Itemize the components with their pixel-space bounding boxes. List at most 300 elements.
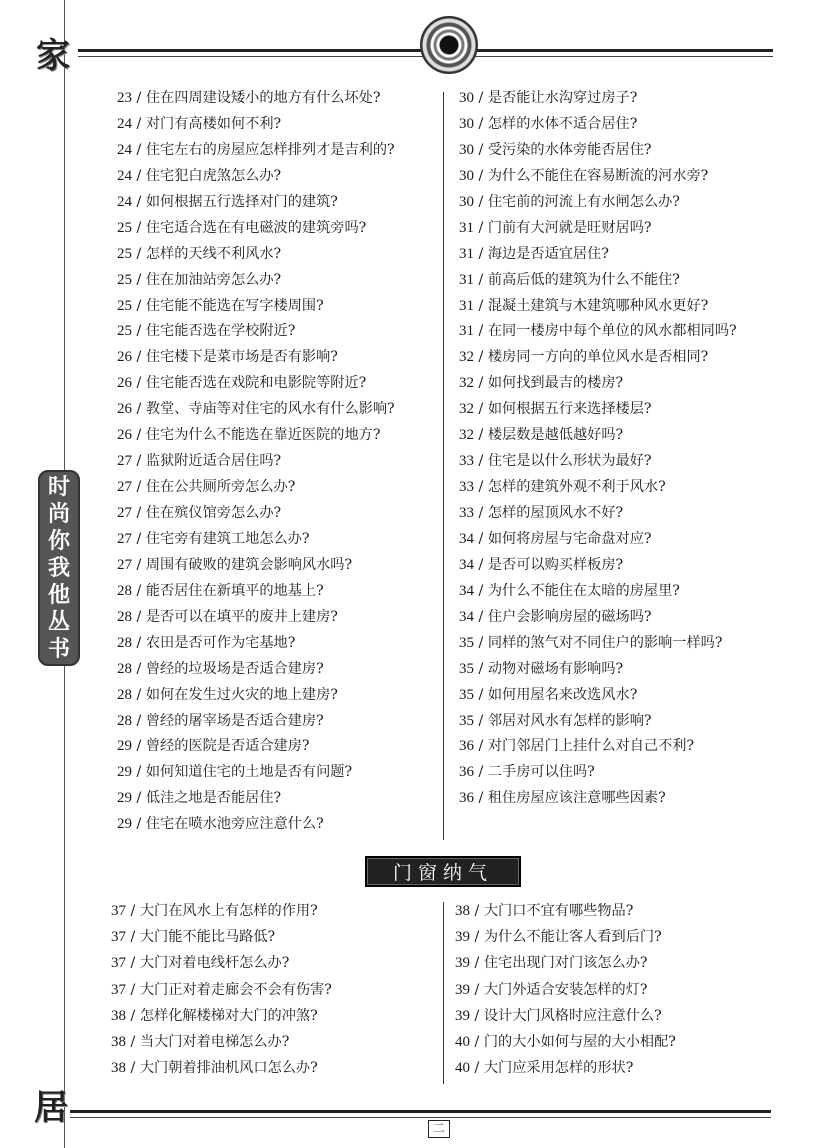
toc-separator: / — [132, 686, 146, 703]
toc-entry — [117, 397, 395, 423]
toc-separator: / — [132, 427, 146, 444]
series-char: 尚 — [47, 501, 70, 527]
toc-title: 监狱附近适合居住吗? — [145, 453, 282, 470]
toc-entry — [459, 786, 737, 812]
toc-page-number: 28 — [117, 686, 132, 703]
toc-separator: / — [132, 297, 146, 314]
toc-title: 住宅能否选在戏院和电影院等附近? — [145, 375, 367, 392]
toc-title: 农田是否可作为宅基地? — [145, 634, 296, 651]
toc-entry — [117, 345, 395, 371]
decor-char-bottom: 居 — [34, 1088, 68, 1128]
toc-title: 为什么不能住在容易断流的河水旁? — [487, 167, 709, 184]
toc-page-number: 39 — [455, 929, 470, 946]
toc-entry — [117, 812, 395, 838]
toc-page-number: 37 — [111, 929, 126, 946]
toc-entry — [117, 371, 395, 397]
toc-entry — [117, 294, 395, 320]
toc-entry — [117, 605, 395, 631]
toc-separator: / — [126, 1060, 140, 1077]
toc-separator: / — [132, 608, 146, 625]
toc-separator: / — [470, 1060, 484, 1077]
toc-right-column — [459, 86, 737, 812]
toc-entry — [117, 657, 395, 683]
toc-page-number: 28 — [117, 634, 132, 651]
toc-page-number: 23 — [117, 90, 132, 106]
toc-entry — [117, 449, 395, 475]
toc-separator: / — [474, 297, 488, 314]
toc-entry — [117, 760, 395, 786]
toc-separator: / — [132, 141, 146, 158]
toc-entry — [459, 553, 737, 579]
toc-entry — [459, 319, 737, 345]
toc-title: 怎样化解楼梯对大门的冲煞? — [139, 1007, 318, 1024]
toc-page-number: 25 — [117, 271, 132, 288]
toc-separator: / — [474, 349, 488, 366]
toc-title: 楼房同一方向的单位风水是否相同? — [487, 349, 709, 366]
toc-separator: / — [132, 634, 146, 651]
toc-separator: / — [470, 955, 484, 972]
toc-entry — [459, 709, 737, 735]
toc-page-number: 27 — [117, 453, 132, 470]
toc-page-number: 28 — [117, 582, 132, 599]
toc-separator: / — [474, 556, 488, 573]
toc-page-number: 31 — [459, 219, 474, 236]
toc-title: 门的大小如何与屋的大小相配? — [483, 1033, 676, 1050]
toc-title: 大门口不宜有哪些物品? — [483, 903, 634, 919]
toc-page-number: 31 — [459, 245, 474, 262]
toc-entry — [459, 216, 737, 242]
toc-page-number: 35 — [459, 712, 474, 729]
toc-separator: / — [132, 764, 146, 781]
toc-page-number: 32 — [459, 375, 474, 392]
toc-page-number: 28 — [117, 660, 132, 677]
toc-title: 住宅出现门对门该怎么办? — [483, 955, 648, 972]
toc-separator: / — [474, 401, 488, 418]
toc-entry — [117, 138, 395, 164]
toc-title: 能否居住在新填平的地基上? — [145, 582, 324, 599]
toc-entry — [459, 683, 737, 709]
toc-separator: / — [474, 271, 488, 288]
toc-title: 大门对着电线杆怎么办? — [139, 955, 290, 972]
toc-page-number: 38 — [111, 1033, 126, 1050]
toc-title: 住在殡仪馆旁怎么办? — [145, 505, 282, 521]
toc-separator: / — [132, 556, 146, 573]
toc-page-number: 39 — [455, 955, 470, 972]
toc-entry — [455, 950, 676, 976]
toc-title: 住户会影响房屋的磁场吗? — [487, 608, 652, 625]
toc-page-number: 26 — [117, 375, 132, 392]
toc-title: 住宅为什么不能选在靠近医院的地方? — [145, 427, 381, 444]
toc-entry — [117, 786, 395, 812]
toc-page-number: 35 — [459, 660, 474, 677]
toc-title: 是否能让水沟穿过房子? — [487, 90, 638, 106]
toc-separator: / — [474, 764, 488, 781]
toc-separator: / — [132, 505, 146, 521]
toc-title: 当大门对着电梯怎么办? — [139, 1033, 290, 1050]
toc-separator: / — [126, 929, 140, 946]
toc-title: 住宅适合选在有电磁波的建筑旁吗? — [145, 219, 367, 236]
toc-page-number: 24 — [117, 141, 132, 158]
toc-separator: / — [474, 219, 488, 236]
toc-separator: / — [132, 738, 146, 755]
toc-separator: / — [126, 981, 140, 998]
toc-title: 住宅能否选在学校附近? — [145, 323, 296, 340]
toc-separator: / — [474, 90, 488, 106]
toc-page-number: 26 — [117, 427, 132, 444]
toc-entry — [459, 527, 737, 553]
toc-separator: / — [470, 1007, 484, 1024]
toc-separator: / — [474, 505, 488, 521]
toc-separator: / — [132, 401, 146, 418]
toc-separator: / — [132, 375, 146, 392]
toc-page-number: 24 — [117, 115, 132, 132]
toc-title: 怎样的建筑外观不利于风水? — [487, 479, 666, 496]
toc-separator: / — [132, 323, 146, 340]
toc-entry — [459, 397, 737, 423]
series-char: 书 — [47, 636, 70, 662]
toc-title: 如何根据五行选择对门的建筑? — [145, 193, 338, 210]
toc-entry — [455, 1055, 676, 1081]
toc-title: 对门邻居门上挂什么对自己不利? — [487, 738, 695, 755]
toc-entry — [455, 898, 676, 924]
toc-separator: / — [132, 660, 146, 677]
toc-page-number: 30 — [459, 167, 474, 184]
toc-separator: / — [126, 1033, 140, 1050]
toc-entry — [459, 631, 737, 657]
toc-separator: / — [132, 193, 146, 210]
toc-page-number: 25 — [117, 323, 132, 340]
toc-page-number: 29 — [117, 790, 132, 807]
toc-page-number: 36 — [459, 738, 474, 755]
toc-entry — [117, 501, 395, 527]
toc-title: 大门外适合安装怎样的灯? — [483, 981, 648, 998]
toc-entry — [117, 319, 395, 345]
column-divider — [443, 902, 444, 1084]
toc-page-number: 25 — [117, 297, 132, 314]
toc-page-number: 32 — [459, 401, 474, 418]
toc-separator: / — [126, 1007, 140, 1024]
toc-entry — [117, 242, 395, 268]
toc-page-number: 34 — [459, 582, 474, 599]
toc-entry — [117, 190, 395, 216]
toc-page-number: 39 — [455, 981, 470, 998]
toc-page-number: 39 — [455, 1007, 470, 1024]
toc-page-number: 38 — [111, 1060, 126, 1077]
toc-separator: / — [474, 375, 488, 392]
toc-title: 住宅前的河流上有水闸怎么办? — [487, 193, 680, 210]
toc-left-column — [111, 898, 332, 1081]
toc-entry — [459, 605, 737, 631]
toc-page-number: 30 — [459, 90, 474, 106]
toc-title: 怎样的屋顶风水不好? — [487, 505, 624, 521]
toc-title: 住在加油站旁怎么办? — [145, 271, 282, 288]
toc-title: 对门有高楼如何不利? — [145, 115, 282, 132]
toc-title: 混凝土建筑与木建筑哪种风水更好? — [487, 297, 709, 314]
column-divider — [443, 92, 444, 840]
toc-title: 设计大门风格时应注意什么? — [483, 1007, 662, 1024]
toc-title: 住宅是以什么形状为最好? — [487, 453, 652, 470]
toc-title: 怎样的水体不适合居住? — [487, 115, 638, 132]
toc-title: 曾经的垃圾场是否适合建房? — [145, 660, 324, 677]
toc-page-number: 31 — [459, 297, 474, 314]
toc-title: 受污染的水体旁能否居住? — [487, 141, 652, 158]
toc-separator: / — [474, 167, 488, 184]
toc-title: 如何在发生过火灾的地上建房? — [145, 686, 338, 703]
toc-title: 楼层数是越低越好吗? — [487, 427, 624, 444]
toc-page-number: 29 — [117, 764, 132, 781]
toc-entry — [111, 950, 332, 976]
toc-separator: / — [126, 955, 140, 972]
toc-title: 住宅犯白虎煞怎么办? — [145, 167, 282, 184]
toc-page-number: 37 — [111, 981, 126, 998]
toc-entry — [459, 475, 737, 501]
toc-title: 周围有破败的建筑会影响风水吗? — [145, 556, 353, 573]
toc-separator: / — [474, 479, 488, 496]
toc-separator: / — [474, 245, 488, 262]
toc-entry — [117, 268, 395, 294]
toc-title: 是否可以购买样板房? — [487, 556, 624, 573]
toc-entry — [117, 734, 395, 760]
toc-separator: / — [474, 530, 488, 547]
toc-separator: / — [474, 115, 488, 132]
toc-entry — [455, 977, 676, 1003]
toc-entry — [459, 423, 737, 449]
toc-separator: / — [132, 271, 146, 288]
toc-separator: / — [474, 660, 488, 677]
decor-char-top: 家 — [36, 36, 70, 76]
footer-rule-thin — [70, 1117, 771, 1118]
toc-title: 前高后低的建筑为什么不能住? — [487, 271, 680, 288]
toc-separator: / — [132, 115, 146, 132]
toc-page-number: 27 — [117, 530, 132, 547]
toc-title: 低洼之地是否能居住? — [145, 790, 282, 807]
series-tab — [38, 470, 80, 666]
toc-title: 为什么不能住在太暗的房屋里? — [487, 582, 680, 599]
toc-title: 住宅楼下是菜市场是否有影响? — [145, 349, 338, 366]
toc-title: 如何找到最吉的楼房? — [487, 375, 624, 392]
toc-page-number: 25 — [117, 219, 132, 236]
toc-page-number: 31 — [459, 271, 474, 288]
toc-separator: / — [474, 427, 488, 444]
toc-separator: / — [474, 193, 488, 210]
toc-title: 邻居对风水有怎样的影响? — [487, 712, 652, 729]
toc-right-column — [455, 898, 676, 1081]
toc-entry — [459, 112, 737, 138]
toc-title: 二手房可以住吗? — [487, 764, 595, 781]
toc-page-number: 27 — [117, 556, 132, 573]
toc-entry — [459, 268, 737, 294]
toc-separator: / — [132, 479, 146, 496]
toc-entry — [117, 683, 395, 709]
toc-page-number: 33 — [459, 479, 474, 496]
toc-title: 怎样的天线不利风水? — [145, 245, 282, 262]
toc-separator: / — [470, 1033, 484, 1050]
toc-title: 为什么不能让客人看到后门? — [483, 929, 662, 946]
toc-entry — [111, 898, 332, 924]
toc-title: 曾经的医院是否适合建房? — [145, 738, 310, 755]
toc-page-number: 37 — [111, 903, 126, 919]
toc-page-number: 30 — [459, 141, 474, 158]
toc-separator: / — [474, 608, 488, 625]
toc-separator: / — [474, 790, 488, 807]
toc-separator: / — [474, 453, 488, 470]
toc-entry — [459, 734, 737, 760]
toc-separator: / — [132, 582, 146, 599]
toc-entry — [111, 977, 332, 1003]
toc-entry — [459, 138, 737, 164]
toc-separator: / — [132, 816, 146, 833]
toc-left-column — [117, 86, 395, 838]
toc-entry — [111, 1003, 332, 1029]
toc-separator: / — [474, 582, 488, 599]
toc-title: 是否可以在填平的废井上建房? — [145, 608, 338, 625]
toc-entry — [459, 501, 737, 527]
toc-separator: / — [132, 167, 146, 184]
toc-title: 如何用屋名来改选风水? — [487, 686, 638, 703]
toc-separator: / — [474, 712, 488, 729]
toc-title: 同样的煞气对不同住户的影响一样吗? — [487, 634, 723, 651]
toc-title: 大门朝着排油机风口怎么办? — [139, 1060, 318, 1077]
toc-page-number: 35 — [459, 634, 474, 651]
toc-page-number: 36 — [459, 764, 474, 781]
toc-page-number: 34 — [459, 530, 474, 547]
toc-title: 住宅在喷水池旁应注意什么? — [145, 816, 324, 833]
toc-entry — [117, 527, 395, 553]
toc-separator: / — [470, 929, 484, 946]
toc-title: 大门正对着走廊会不会有伤害? — [139, 981, 332, 998]
toc-entry — [459, 164, 737, 190]
toc-page-number: 31 — [459, 323, 474, 340]
toc-separator: / — [132, 790, 146, 807]
toc-title: 如何根据五行来选择楼层? — [487, 401, 652, 418]
toc-entry — [111, 1029, 332, 1055]
toc-entry — [455, 1029, 676, 1055]
toc-title: 如何知道住宅的土地是否有问题? — [145, 764, 353, 781]
toc-title: 住宅旁有建筑工地怎么办? — [145, 530, 310, 547]
toc-page-number: 28 — [117, 608, 132, 625]
toc-title: 曾经的屠宰场是否适合建房? — [145, 712, 324, 729]
toc-entry — [459, 657, 737, 683]
toc-separator: / — [470, 981, 484, 998]
toc-title: 租住房屋应该注意哪些因素? — [487, 790, 666, 807]
toc-title: 大门应采用怎样的形状? — [483, 1060, 634, 1077]
toc-entry — [455, 1003, 676, 1029]
series-char: 你 — [47, 528, 70, 554]
toc-page-number: 40 — [455, 1033, 470, 1050]
toc-page-number: 30 — [459, 115, 474, 132]
toc-separator: / — [132, 349, 146, 366]
toc-separator: / — [474, 634, 488, 651]
toc-page-number: 26 — [117, 401, 132, 418]
toc-page-number: 28 — [117, 712, 132, 729]
toc-entry — [459, 371, 737, 397]
toc-entry — [459, 86, 737, 112]
toc-entry — [459, 345, 737, 371]
toc-entry — [111, 1055, 332, 1081]
toc-separator: / — [474, 738, 488, 755]
toc-page-number: 25 — [117, 245, 132, 262]
page-number: 二 — [428, 1120, 450, 1138]
series-char: 时 — [47, 474, 70, 500]
toc-page-number: 38 — [455, 903, 470, 919]
toc-title: 海边是否适宜居住? — [487, 245, 609, 262]
toc-page-number: 30 — [459, 193, 474, 210]
series-char: 我 — [47, 555, 70, 581]
toc-page-number: 38 — [111, 1007, 126, 1024]
toc-entry — [455, 924, 676, 950]
toc-title: 住宅能不能选在写字楼周围? — [145, 297, 324, 314]
toc-separator: / — [132, 530, 146, 547]
toc-separator: / — [132, 712, 146, 729]
toc-entry — [459, 242, 737, 268]
toc-entry — [117, 86, 395, 112]
toc-title: 住在公共厕所旁怎么办? — [145, 479, 296, 496]
toc-page-number: 40 — [455, 1060, 470, 1077]
toc-entry — [117, 216, 395, 242]
toc-entry — [111, 924, 332, 950]
toc-page-number: 24 — [117, 193, 132, 210]
toc-title: 住宅左右的房屋应怎样排列才是吉利的? — [145, 141, 395, 158]
toc-entry — [459, 449, 737, 475]
toc-title: 大门能不能比马路低? — [139, 929, 276, 946]
toc-page-number: 33 — [459, 505, 474, 521]
toc-entry — [117, 709, 395, 735]
toc-page-number: 27 — [117, 479, 132, 496]
toc-entry — [117, 164, 395, 190]
toc-page-number: 27 — [117, 505, 132, 521]
footer-rule — [70, 1110, 771, 1113]
toc-page-number: 36 — [459, 790, 474, 807]
section-heading: 门窗纳气 — [365, 856, 521, 887]
toc-title: 如何将房屋与宅命盘对应? — [487, 530, 652, 547]
toc-entry — [117, 553, 395, 579]
toc-title: 在同一楼房中每个单位的风水都相同吗? — [487, 323, 737, 340]
toc-page-number: 29 — [117, 816, 132, 833]
toc-page-number: 34 — [459, 608, 474, 625]
toc-entry — [117, 112, 395, 138]
toc-entry — [117, 475, 395, 501]
toc-separator: / — [470, 903, 484, 919]
toc-title: 大门在风水上有怎样的作用? — [139, 903, 318, 919]
toc-separator: / — [132, 245, 146, 262]
toc-page-number: 24 — [117, 167, 132, 184]
toc-separator: / — [474, 323, 488, 340]
toc-separator: / — [132, 219, 146, 236]
toc-title: 教堂、寺庙等对住宅的风水有什么影响? — [145, 401, 395, 418]
toc-entry — [117, 579, 395, 605]
toc-separator: / — [132, 453, 146, 470]
toc-entry — [459, 190, 737, 216]
toc-entry — [459, 579, 737, 605]
toc-title: 门前有大河就是旺财居吗? — [487, 219, 652, 236]
toc-page-number: 33 — [459, 453, 474, 470]
toc-entry — [117, 423, 395, 449]
toc-separator: / — [126, 903, 140, 919]
series-char: 丛 — [47, 609, 70, 635]
toc-page-number: 34 — [459, 556, 474, 573]
toc-title: 住在四周建设矮小的地方有什么坏处? — [145, 90, 381, 106]
toc-separator: / — [474, 141, 488, 158]
toc-page-number: 37 — [111, 955, 126, 972]
toc-entry — [117, 631, 395, 657]
toc-separator: / — [474, 686, 488, 703]
toc-entry — [459, 294, 737, 320]
series-char: 他 — [47, 582, 70, 608]
toc-page-number: 35 — [459, 686, 474, 703]
toc-page-number: 32 — [459, 427, 474, 444]
toc-page-number: 32 — [459, 349, 474, 366]
toc-title: 动物对磁场有影响吗? — [487, 660, 624, 677]
